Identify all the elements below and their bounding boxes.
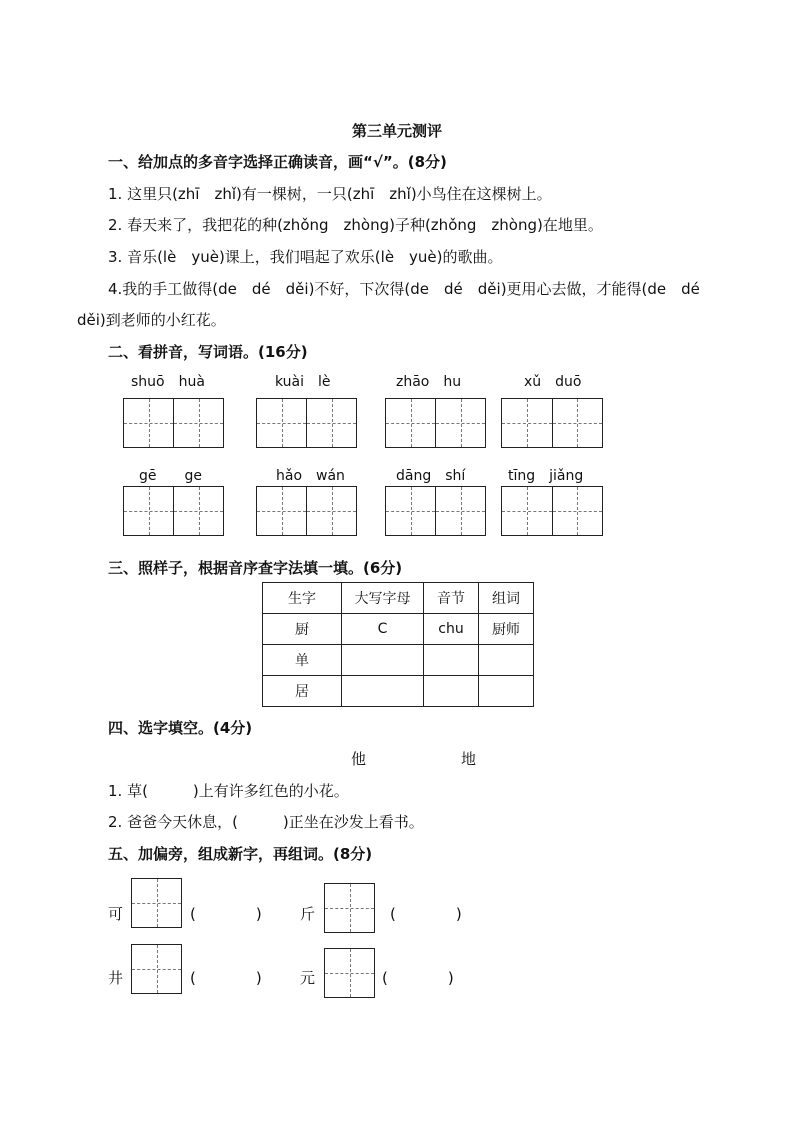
answer-cell[interactable] xyxy=(479,676,534,707)
writing-grid[interactable] xyxy=(324,883,375,933)
s1-question-4-line2: děi)到老师的小红花。 xyxy=(77,311,226,329)
column-header: 生字 xyxy=(263,583,342,614)
radical-char: 元 xyxy=(300,969,316,987)
writing-grid[interactable] xyxy=(256,486,357,536)
pinyin-label: gē ge xyxy=(139,468,202,484)
pinyin-label: zhāo hu xyxy=(396,374,462,390)
s1-question-2: 2. 春天来了，我把花的种(zhǒng zhòng)子种(zhǒng zhòng)在地里。 xyxy=(108,216,603,234)
writing-grid[interactable] xyxy=(256,398,357,448)
choice-word: 他 xyxy=(351,750,367,768)
column-header: 音节 xyxy=(424,583,479,614)
radical-char: 可 xyxy=(108,905,124,923)
page-title: 第三单元测评 xyxy=(351,122,442,140)
section-2-heading: 二、看拼音，写词语。(16分) xyxy=(108,343,308,361)
section-4-heading: 四、选字填空。(4分) xyxy=(108,719,253,737)
pinyin-label: xǔ duō xyxy=(524,374,582,390)
section-1-heading: 一、给加点的多音字选择正确读音，画“√”。(8分) xyxy=(108,153,447,171)
table-cell: 单 xyxy=(263,645,342,676)
s1-question-4-line1: 4.我的手工做得(de dé děi)不好，下次得(de dé děi)更用心去做，才能得(de dé xyxy=(108,280,700,298)
s1-question-3: 3. 音乐(lè yuè)课上，我们唱起了欢乐(lè yuè)的歌曲。 xyxy=(108,248,503,266)
writing-grid[interactable] xyxy=(131,878,182,928)
table-row xyxy=(263,645,534,676)
answer-cell[interactable] xyxy=(479,645,534,676)
writing-grid[interactable] xyxy=(385,486,486,536)
column-header: 大写字母 xyxy=(342,583,424,614)
choice-word: 地 xyxy=(461,750,477,768)
writing-grid[interactable] xyxy=(123,398,224,448)
writing-grid[interactable] xyxy=(324,948,375,998)
writing-grid[interactable] xyxy=(131,944,182,994)
table-row xyxy=(263,676,534,707)
s1-question-1: 1. 这里只(zhī zhǐ)有一棵树，一只(zhī zhǐ)小鸟住在这棵树上。 xyxy=(108,185,552,203)
writing-grid[interactable] xyxy=(501,398,603,448)
word-parenthesis[interactable]: ( ) xyxy=(190,969,262,987)
table-cell: chu xyxy=(424,614,479,645)
table-cell: 居 xyxy=(263,676,342,707)
answer-cell[interactable] xyxy=(342,645,424,676)
pinyin-label: hǎo wán xyxy=(276,468,345,484)
writing-grid[interactable] xyxy=(385,398,486,448)
word-parenthesis[interactable]: ( ) xyxy=(190,905,262,923)
answer-cell[interactable] xyxy=(424,645,479,676)
section-3-heading: 三、照样子，根据音序查字法填一填。(6分) xyxy=(108,559,403,577)
answer-cell[interactable] xyxy=(424,676,479,707)
pinyin-label: kuài lè xyxy=(275,374,331,390)
table-cell: 厨 xyxy=(263,614,342,645)
writing-grid[interactable] xyxy=(123,486,224,536)
answer-cell[interactable] xyxy=(342,676,424,707)
column-header: 组词 xyxy=(479,583,534,614)
section-5-heading: 五、加偏旁，组成新字，再组词。(8分) xyxy=(108,845,373,863)
radical-char: 斤 xyxy=(300,905,316,923)
pinyin-label: tīng jiǎng xyxy=(508,468,584,484)
table-cell: 厨师 xyxy=(479,614,534,645)
s4-question-1: 1. 草( )上有许多红色的小花。 xyxy=(108,782,349,800)
table-header-row xyxy=(263,583,534,614)
pinyin-label: dāng shí xyxy=(396,468,466,484)
radical-char: 井 xyxy=(108,969,124,987)
pinyin-label: shuō huà xyxy=(131,374,205,390)
writing-grid[interactable] xyxy=(501,486,603,536)
word-parenthesis[interactable]: ( ) xyxy=(382,969,454,987)
index-table xyxy=(262,582,534,707)
s4-question-2: 2. 爸爸今天休息，( )正坐在沙发上看书。 xyxy=(108,813,424,831)
table-cell: C xyxy=(342,614,424,645)
table-row xyxy=(263,614,534,645)
word-parenthesis[interactable]: ( ) xyxy=(390,905,462,923)
